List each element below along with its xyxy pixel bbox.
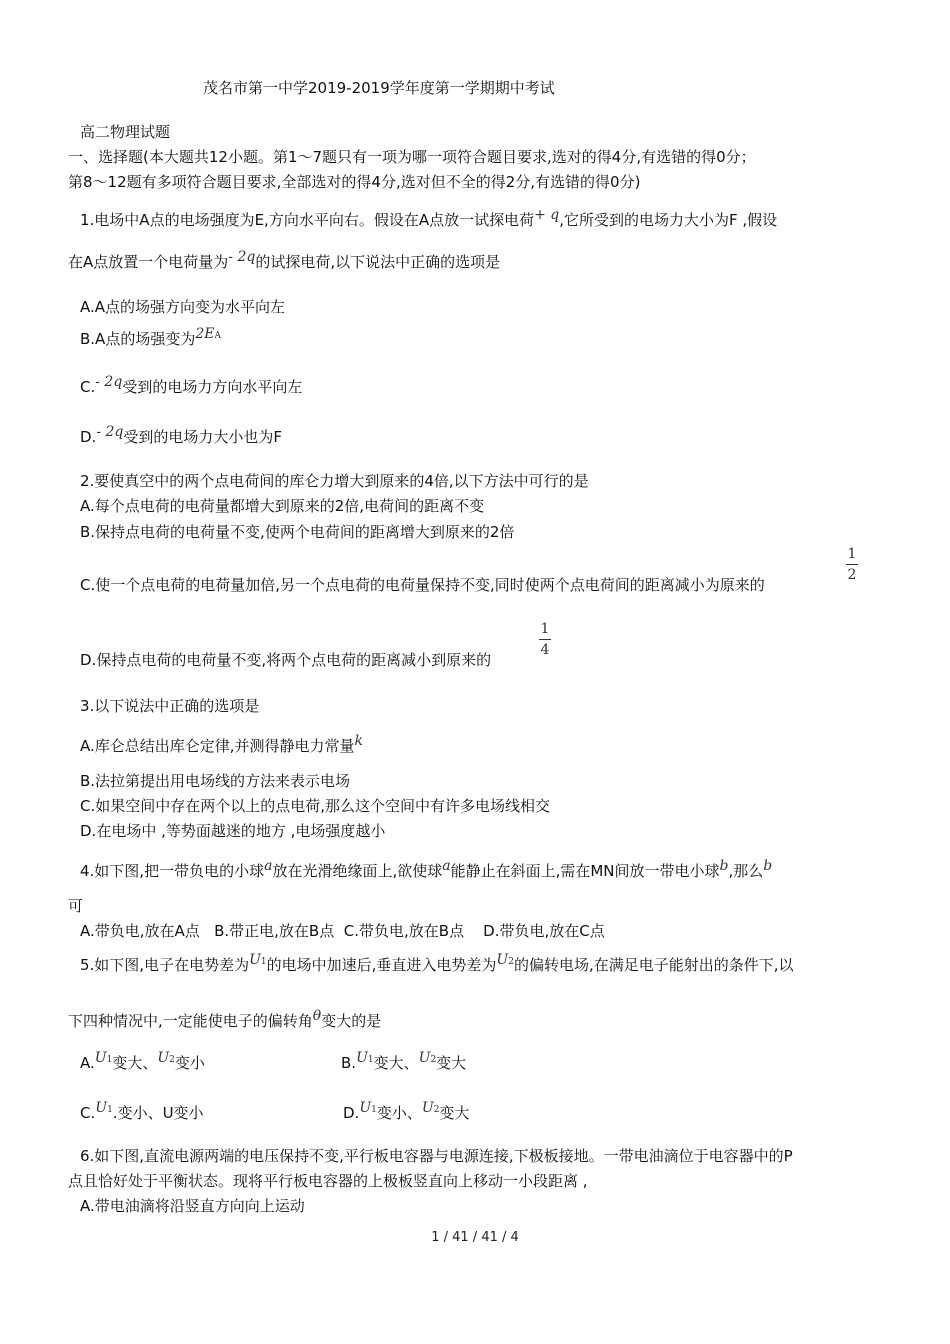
section-instructions-line2: 第8～12题有多项符合题目要求,全部选对的得4分,选对但不全的得2分,有选错的得0分): [68, 173, 641, 191]
q5-c-prefix: C.: [80, 1104, 96, 1122]
q5-stem-a: 5.如下图,电子在电势差为: [80, 956, 250, 974]
q5-option-a: [80, 1050, 205, 1076]
q3-option-b: B.法拉第提出用电场线的方法来表示电场: [80, 772, 351, 790]
q3-option-a-text: A.库仑总结出库仑定律,并测得静电力常量: [80, 737, 355, 755]
q1-option-c: [80, 374, 303, 398]
q5-d-t2: 变大: [439, 1104, 470, 1122]
q1-option-d-prefix: D.: [80, 428, 97, 446]
q5-u2-letter: U: [496, 952, 509, 968]
q5-u1-letter: U: [249, 952, 261, 968]
q1-option-b: [80, 326, 221, 352]
question-4-stem-line1: [80, 858, 773, 882]
question-4-stem-line2: 可: [68, 897, 84, 915]
q5-b-t1: 变大、: [373, 1054, 419, 1072]
q5-a-u2-sub: 2: [169, 1055, 175, 1065]
q4-ball-b-1: b: [719, 858, 729, 874]
q2-c-numerator: 1: [847, 546, 857, 562]
q5-stem-d: 下四种情况中,一定能使电子的偏转角: [68, 1012, 313, 1030]
q5-d-u1: [359, 1100, 377, 1116]
q5-a-t1: 变大、: [112, 1054, 158, 1072]
q5-b-u1-sub: 1: [367, 1055, 374, 1065]
question-6-stem-line2: 点且恰好处于平衡状态。现将平行板电容器的上极板竖直向上移动一小段距离 ,: [68, 1172, 588, 1190]
q2-option-d: D.保持点电荷的电荷量不变,将两个点电荷的距离减小到原来的: [80, 651, 492, 669]
q5-d-u2: [422, 1100, 440, 1116]
question-1-stem-line1: [80, 207, 778, 231]
q5-u2: [496, 952, 514, 968]
q1-stem-b: ,它所受到的电场力大小为F ,假设: [559, 211, 778, 229]
q5-stem-b: 的电场中加速后,垂直进入电势差为: [266, 956, 497, 974]
q5-a-t2: 变小: [174, 1054, 205, 1072]
q5-d-u1-letter: U: [359, 1100, 372, 1116]
q2-option-c-fraction: [845, 546, 859, 583]
exam-subject: 高二物理试题: [80, 123, 171, 141]
section-instructions-line1: 一、选择题(本大题共12小题。第1～7题只有一项为哪一项符合题目要求,选对的得4分,有选错的得0分；: [68, 148, 756, 166]
q5-option-d: [343, 1100, 470, 1126]
q5-a-u1: [95, 1050, 113, 1066]
question-3-stem: 3.以下说法中正确的选项是: [80, 697, 260, 715]
q5-option-c: [80, 1100, 204, 1126]
q4-stem-d: ,那么: [728, 862, 764, 880]
q1-option-b-text: B.A点的场强变为: [80, 330, 196, 348]
q5-u1: [249, 952, 267, 968]
q1-option-b-2e: 2E: [195, 326, 215, 342]
q5-c-u1: [95, 1100, 113, 1116]
q5-a-u2-letter: U: [157, 1050, 170, 1066]
q1-option-b-math: [195, 326, 221, 342]
q1-option-d-text: 受到的电场力大小也为F: [123, 428, 283, 446]
q1-charge-plus-q: + q: [534, 207, 560, 223]
q1-option-a: A.A点的场强方向变为水平向左: [80, 298, 286, 316]
q4-stem-a: 4.如下图,把一带负电的小球: [80, 862, 265, 880]
exam-title: 茂名市第一中学2019-2019学年度第一学期期中考试: [203, 79, 555, 97]
q5-theta: θ: [312, 1008, 322, 1024]
q5-stem-c: 的偏转电场,在满足电子能射出的条件下,以: [513, 956, 794, 974]
q4-option-b: B.带正电,放在B点: [214, 922, 335, 940]
q5-b-prefix: B.: [341, 1054, 357, 1072]
q5-stem-e: 变大的是: [321, 1012, 382, 1030]
q3-option-c: C.如果空间中存在两个以上的点电荷,那么这个空间中有许多电场线相交: [80, 797, 551, 815]
q5-u2-sub: 2: [508, 957, 514, 967]
q3-option-a: [80, 733, 364, 757]
q2-c-fraction-bar: [846, 564, 858, 565]
q1-option-d: [80, 424, 283, 448]
q5-a-u1-sub: 1: [106, 1055, 113, 1065]
q2-c-denominator: 2: [847, 567, 857, 583]
q2-d-fraction-bar: [539, 639, 551, 640]
q5-d-u1-sub: 1: [371, 1105, 377, 1115]
q2-option-a: A.每个点电荷的电荷量都增大到原来的2倍,电荷间的距离不变: [80, 497, 485, 515]
question-1-stem-line2: [68, 249, 501, 273]
q3-option-d: D.在电场中 ,等势面越迷的地方 ,电场强度越小: [80, 822, 386, 840]
q5-b-u2-letter: U: [418, 1050, 431, 1066]
question-2-stem: 2.要使真空中的两个点电荷间的库仑力增大到原来的4倍,以下方法中可行的是: [80, 472, 589, 490]
q1-option-b-sub: A: [214, 331, 221, 341]
q5-d-t1: 变小、: [376, 1104, 422, 1122]
q3-option-a-k: k: [354, 733, 364, 749]
q4-option-c: C.带负电,放在B点: [343, 922, 465, 940]
question-6-stem-line1: 6.如下图,直流电源两端的电压保持不变,平行板电容器与电源连接,下极板接地。一带电油滴位于电容器中的P: [80, 1147, 793, 1165]
q2-d-numerator: 1: [540, 621, 550, 637]
q5-a-prefix: A.: [80, 1054, 95, 1072]
q5-c-u1-letter: U: [95, 1100, 108, 1116]
q4-ball-a-1: a: [264, 858, 273, 874]
q4-stem-b: 放在光滑绝缘面上,欲使球: [272, 862, 443, 880]
q1-stem-c: 在A点放置一个电荷量为: [68, 253, 229, 271]
q5-d-u2-sub: 2: [433, 1105, 440, 1115]
q2-option-d-fraction: [538, 621, 552, 658]
q5-b-u1-letter: U: [356, 1050, 368, 1066]
q5-d-u2-letter: U: [421, 1100, 434, 1116]
q4-ball-b-2: b: [763, 858, 773, 874]
q5-option-b: [341, 1050, 467, 1076]
q4-option-d: D.带负电,放在C点: [483, 922, 605, 940]
question-5-stem-line2: [68, 1008, 382, 1032]
q1-stem-a: 1.电场中A点的电场强度为E,方向水平向右。假设在A点放一试探电荷: [80, 211, 535, 229]
q5-c-t1: .变小、U变小: [112, 1104, 204, 1122]
question-5-stem-line1: [80, 952, 794, 978]
page-number: 1 / 41 / 41 / 4: [431, 1230, 519, 1245]
q6-option-a: A.带电油滴将沿竖直方向向上运动: [80, 1197, 305, 1215]
q1-option-c-text: 受到的电场力方向水平向左: [122, 378, 303, 396]
q5-c-u1-sub: 1: [107, 1105, 113, 1115]
q1-stem-d: 的试探电荷,以下说法中正确的选项是: [255, 253, 501, 271]
q5-a-u1-letter: U: [94, 1050, 107, 1066]
q5-b-t2: 变大: [436, 1054, 467, 1072]
q4-stem-c: 能静止在斜面上,需在MN间放一带电小球: [450, 862, 720, 880]
q1-charge-minus-2q: - 2q: [228, 249, 256, 265]
q5-b-u2-sub: 2: [430, 1055, 437, 1065]
q5-u1-sub: 1: [260, 957, 267, 967]
q4-options: [80, 921, 605, 941]
q5-b-u1: [356, 1050, 374, 1066]
q2-d-denominator: 4: [540, 642, 550, 658]
q1-option-c-math: - 2q: [95, 374, 123, 390]
q1-option-c-prefix: C.: [80, 378, 96, 396]
q4-ball-a-2: a: [442, 858, 451, 874]
q1-option-d-math: - 2q: [96, 424, 124, 440]
q2-option-c: C.使一个点电荷的电荷量加倍,另一个点电荷的电荷量保持不变,同时使两个点电荷间的距离减小为原来的: [80, 576, 765, 594]
q2-option-b: B.保持点电荷的电荷量不变,使两个电荷间的距离增大到原来的2倍: [80, 523, 515, 541]
q5-b-u2: [419, 1050, 437, 1066]
q5-a-u2: [157, 1050, 175, 1066]
q5-d-prefix: D.: [343, 1104, 360, 1122]
q4-option-a: A.带负电,放在A点: [80, 922, 200, 940]
